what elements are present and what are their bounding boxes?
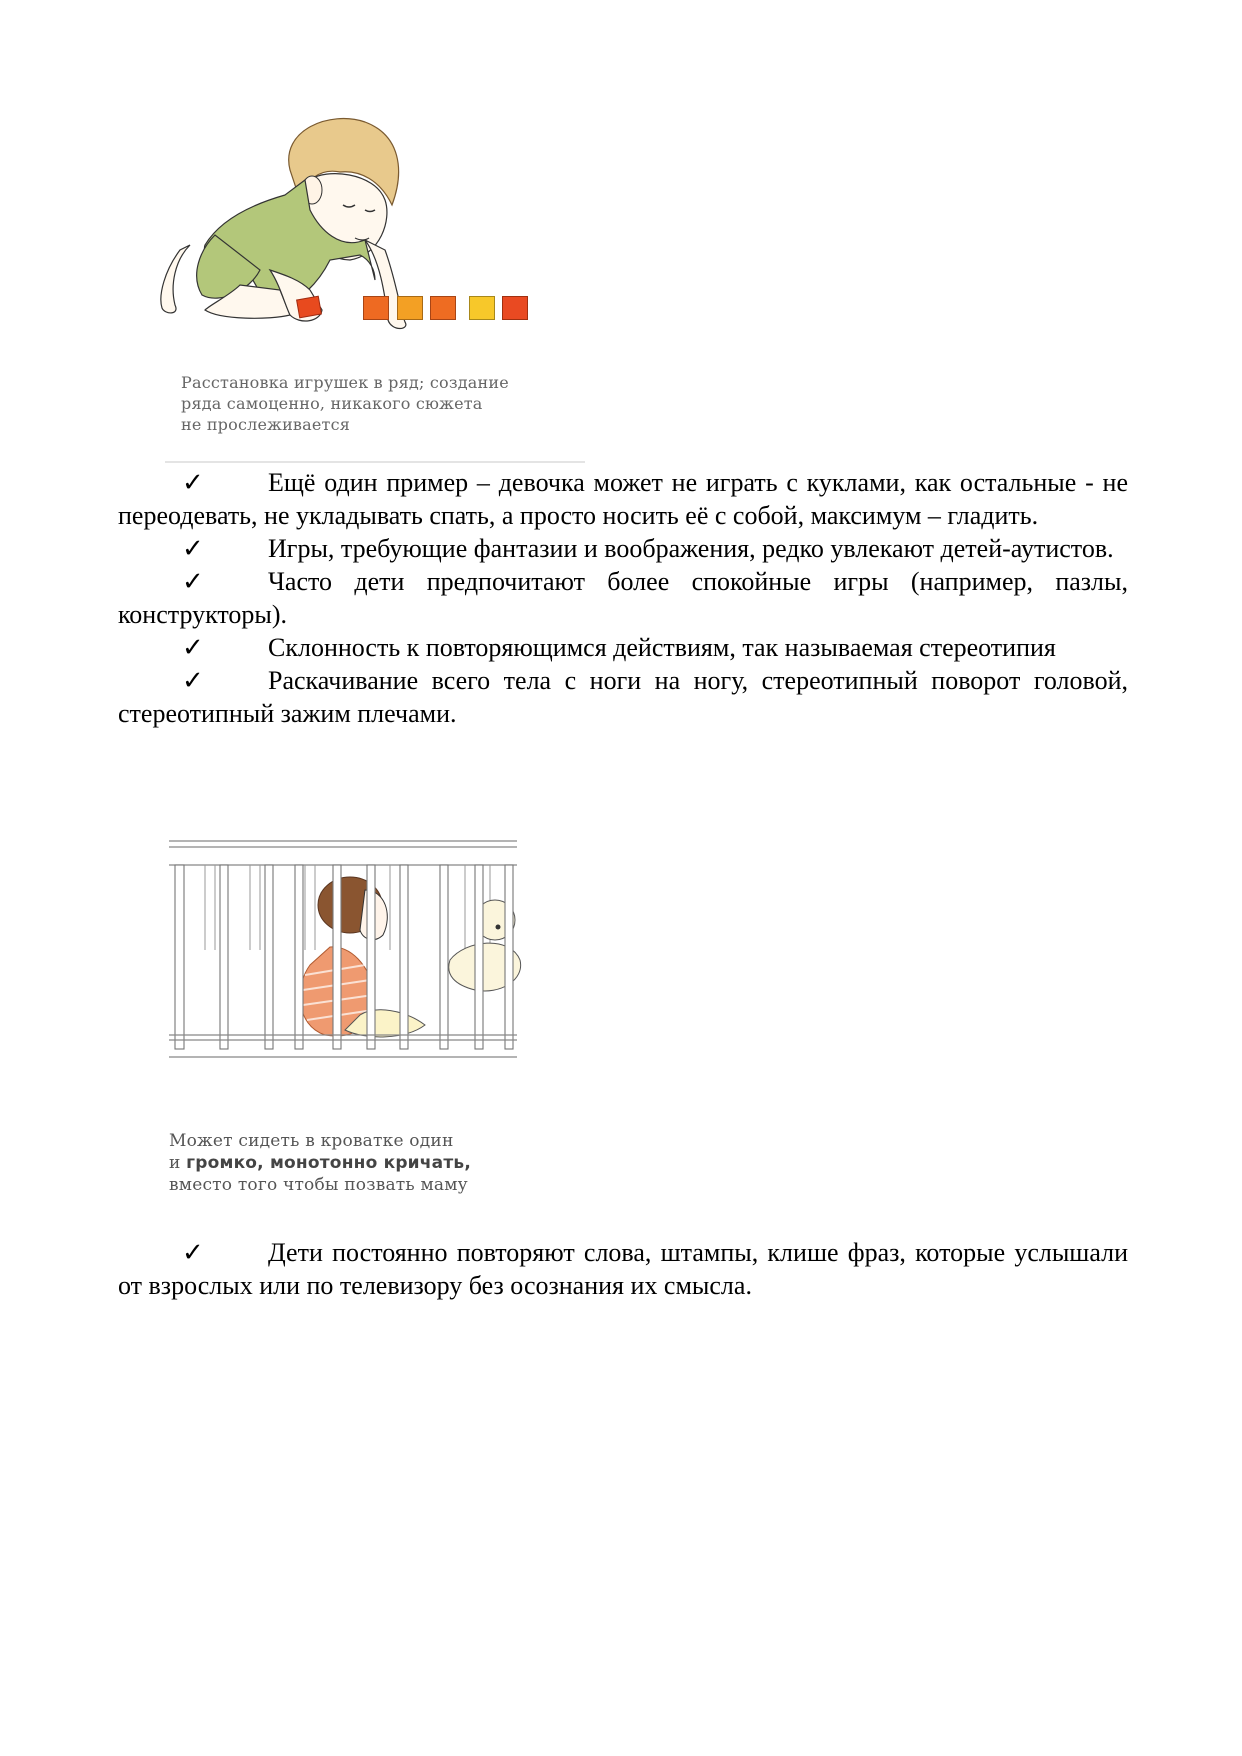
check-icon: ✓ [182, 666, 204, 695]
bullet-item [118, 631, 1128, 664]
bullet-text: Игры, требующие фантазии и воображения, редко увлекают детей-аутистов. [268, 534, 1114, 563]
check-icon: ✓ [182, 1238, 204, 1267]
bullet-list [118, 466, 1128, 730]
toy-block-row [363, 296, 603, 321]
toy-block [397, 296, 423, 320]
check-icon: ✓ [182, 633, 204, 662]
bullet-text: Раскачивание всего тела с ноги на ногу, стереотипный поворот головой, стереотипный зажим плечами. [118, 666, 1128, 728]
bullet-item [118, 466, 1128, 532]
caption-line [169, 1152, 589, 1174]
figure1-caption [181, 372, 601, 435]
caption-text: и [169, 1153, 187, 1173]
bullet-item [118, 664, 1128, 730]
caption-line: ряда самоценно, никакого сюжета [181, 394, 483, 413]
check-icon: ✓ [182, 567, 204, 596]
bullet-item [118, 532, 1128, 565]
crib-illustration [165, 835, 535, 1075]
divider [165, 461, 585, 463]
check-icon: ✓ [182, 534, 204, 563]
bullet-item [118, 565, 1128, 631]
caption-line: не прослеживается [181, 415, 351, 434]
check-icon: ✓ [182, 468, 204, 497]
toy-block [469, 296, 495, 320]
figure2-caption [169, 1130, 589, 1196]
bullet-text: Дети постоянно повторяют слова, штампы, клише фраз, которые услышали от взрослых или по телевизору без осознания их смысла. [118, 1238, 1128, 1300]
caption-line: Может сидеть в кроватке один [169, 1131, 454, 1151]
caption-line: вместо того чтобы позвать маму [169, 1175, 468, 1195]
figure-child-in-crib [165, 835, 535, 1075]
bullet-text: Ещё один пример – девочка может не играть с куклами, как остальные - не переодевать, не укладывать спать, а просто носить её с собой, максимум – гладить. [118, 468, 1128, 530]
toy-block [430, 296, 456, 320]
toy-block [363, 296, 389, 320]
toy-block [502, 296, 528, 320]
bullet-text: Склонность к повторяющимся действиям, так называемая стереотипия [268, 633, 1056, 662]
bullet-item [118, 1236, 1128, 1302]
caption-emphasis: громко, монотонно кричать, [186, 1153, 472, 1173]
caption-line: Расстановка игрушек в ряд; создание [181, 373, 509, 392]
bullet-list [118, 1236, 1128, 1302]
bullet-text: Часто дети предпочитают более спокойные игры (например, пазлы, конструкторы). [118, 567, 1128, 629]
